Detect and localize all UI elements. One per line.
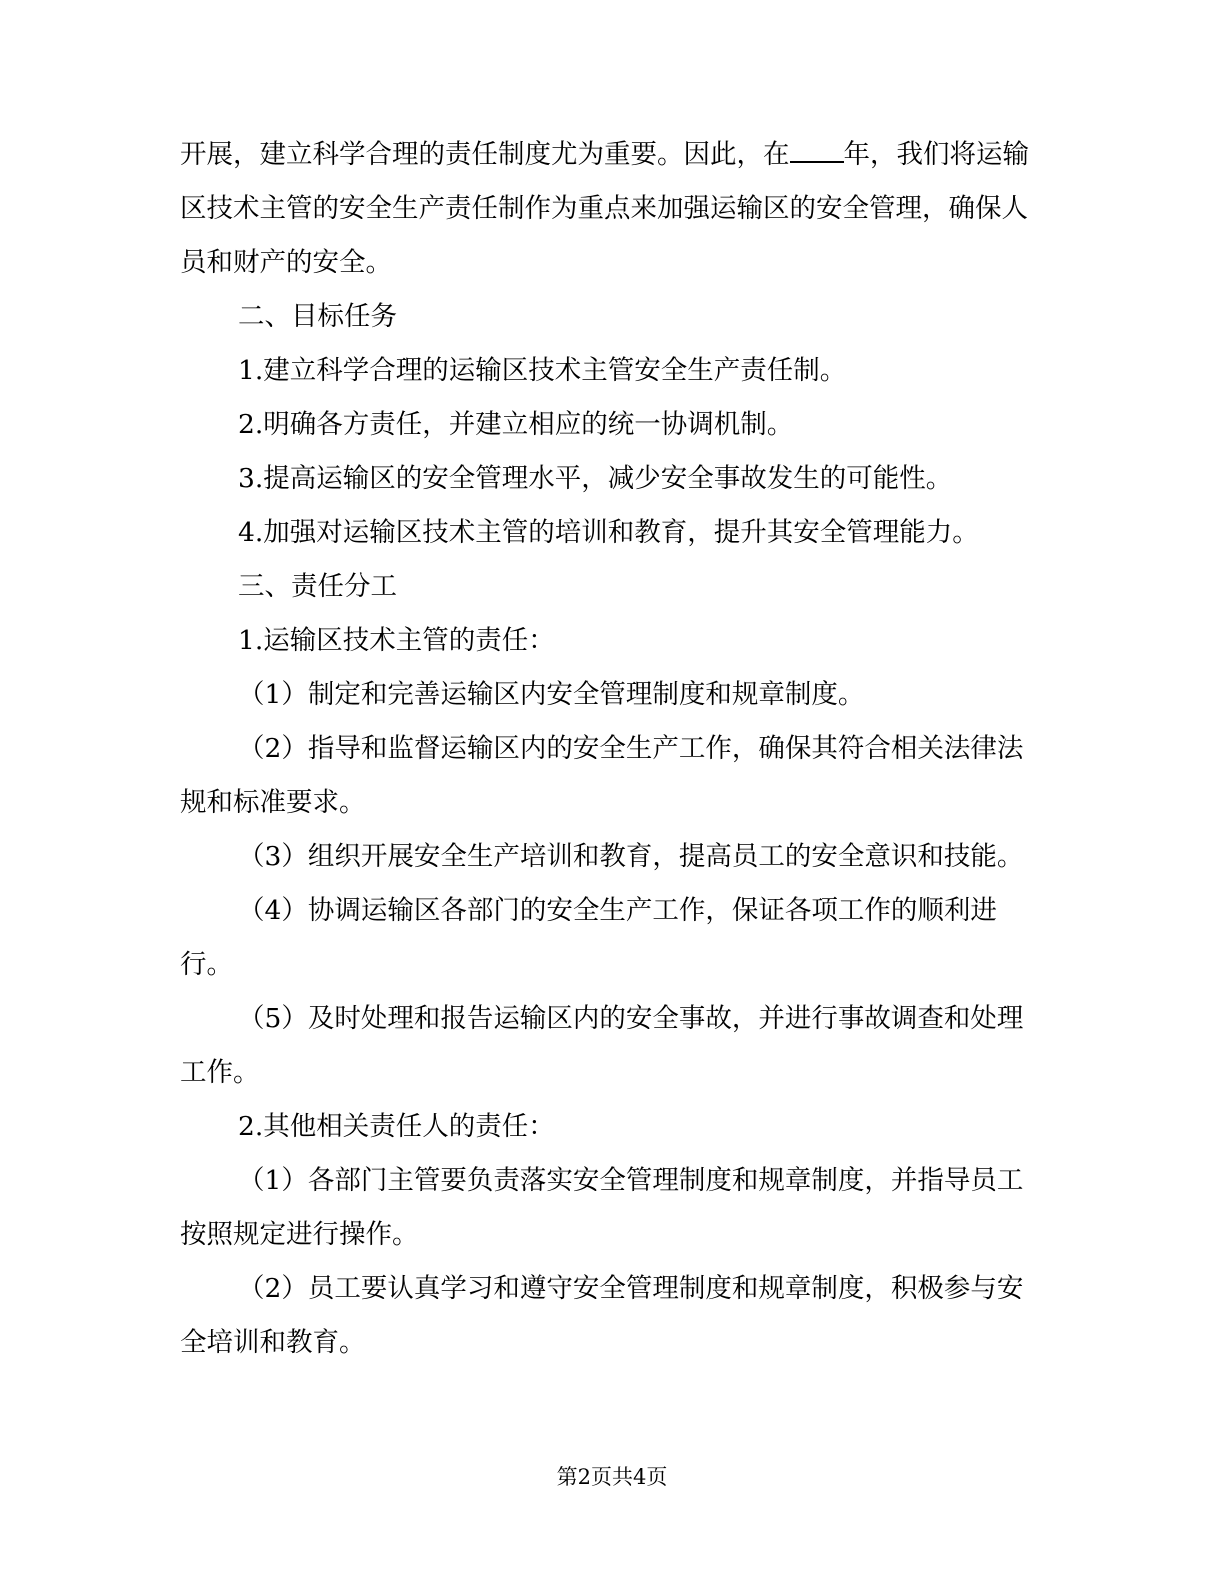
section-heading-responsibilities: 三、责任分工 [238,571,397,602]
intro-paragraph [180,128,1030,290]
goal-item-4: 4.加强对运输区技术主管的培训和教育，提升其安全管理能力。 [238,517,979,548]
goal-item-1: 1.建立科学合理的运输区技术主管安全生产责任制。 [238,355,847,386]
goal-item-3: 3.提高运输区的安全管理水平，减少安全事故发生的可能性。 [238,463,953,494]
document-body [180,128,1030,1370]
responsibility-group-2: 2.其他相关责任人的责任： [238,1111,555,1142]
responsibility-item-1-2: （2）指导和监督运输区内的安全生产工作，确保其符合相关法律法规和标准要求。 [180,733,1024,818]
responsibility-item-1-3: （3）组织开展安全生产培训和教育，提高员工的安全意识和技能。 [238,841,1024,872]
page-footer [0,1463,1224,1491]
responsibility-item-1-1: （1）制定和完善运输区内安全管理制度和规章制度。 [238,679,865,710]
intro-text-part2: 年，我们将运输区技术主管的安全生产责任制作为重点来加强运输区的安全管理，确保人员和财产的安全。 [180,139,1029,278]
goal-item-2: 2.明确各方责任，并建立相应的统一协调机制。 [238,409,794,440]
responsibility-item-2-1: （1）各部门主管要负责落实安全管理制度和规章制度，并指导员工按照规定进行操作。 [180,1165,1024,1250]
responsibility-group-1: 1.运输区技术主管的责任： [238,625,555,656]
responsibility-item-2-2: （2）员工要认真学习和遵守安全管理制度和规章制度，积极参与安全培训和教育。 [180,1273,1024,1358]
section-heading-goals: 二、目标任务 [238,301,397,332]
year-blank [790,139,844,163]
responsibility-item-1-5: （5）及时处理和报告运输区内的安全事故，并进行事故调查和处理工作。 [180,1003,1024,1088]
page-number-label: 第2页共4页 [556,1465,668,1489]
intro-text-part1: 开展，建立科学合理的责任制度尤为重要。因此，在 [180,139,790,170]
responsibility-item-1-4: （4）协调运输区各部门的安全生产工作，保证各项工作的顺利进行。 [180,895,997,980]
